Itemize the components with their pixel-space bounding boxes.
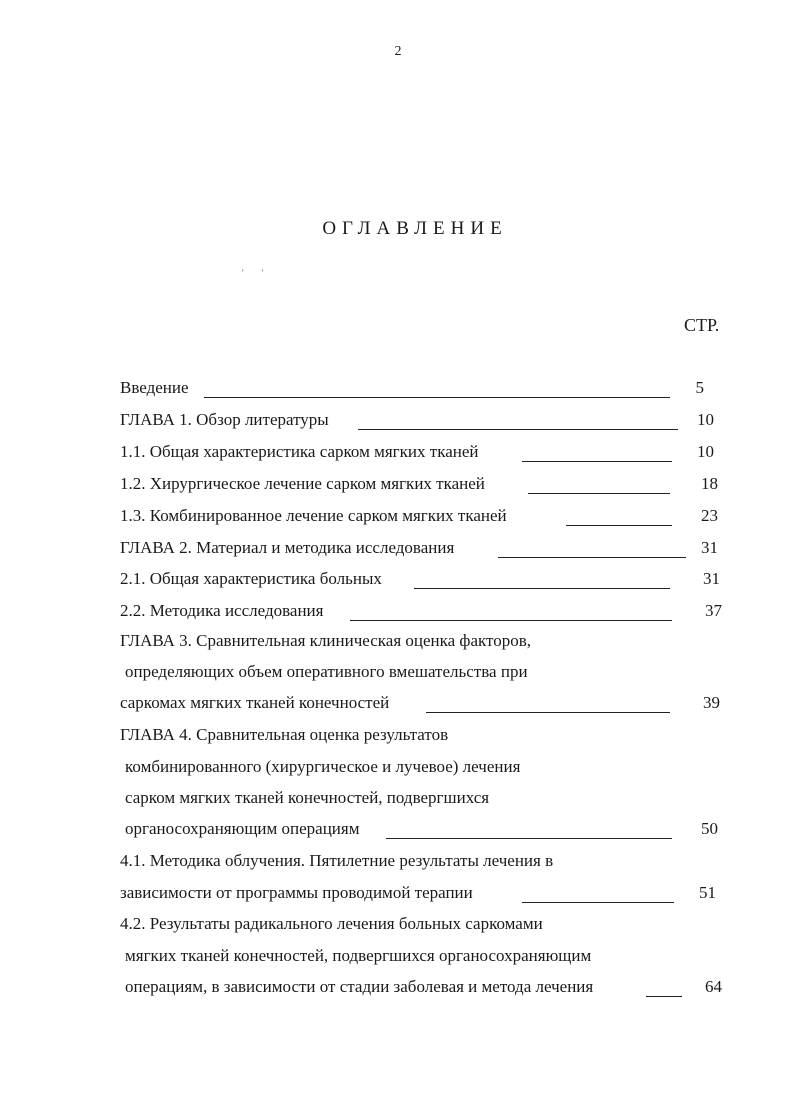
scan-marks: ' ' (242, 268, 272, 278)
leader-line (566, 525, 672, 526)
leader-line (414, 588, 670, 589)
leader-line (204, 397, 670, 398)
toc-entry-4-1: 4.1. Методика облучения. Пятилетние результаты лечения в (120, 851, 554, 870)
toc-entry-4-2-cont: операциям, в зависимости от стадии заболевая и метода лечения (125, 977, 594, 996)
toc-page-number: 18 (701, 474, 718, 493)
toc-entry-chapter-3: ГЛАВА 3. Сравнительная клиническая оценка факторов, (120, 631, 532, 650)
leader-line (522, 461, 672, 462)
leader-line (386, 838, 672, 839)
toc-entry-1-2: 1.2. Хирургическое лечение сарком мягких тканей (120, 474, 485, 493)
leader-line (426, 712, 670, 713)
toc-entry-chapter-4-cont: сарком мягких тканей конечностей, подвергшихся (125, 788, 490, 807)
toc-page-number: 31 (703, 569, 720, 588)
leader-line (528, 493, 670, 494)
toc-page-number: 51 (699, 883, 716, 902)
toc-page-number: 50 (701, 819, 718, 838)
toc-page-number: 64 (705, 977, 722, 996)
leader-line (358, 429, 678, 430)
toc-page-number: 31 (701, 538, 718, 557)
leader-line (522, 902, 674, 903)
leader-line (498, 557, 686, 558)
toc-entry-1-1: 1.1. Общая характеристика сарком мягких тканей (120, 442, 479, 461)
toc-entry-introduction: Введение (120, 378, 189, 397)
toc-entry-chapter-3-cont: определяющих объем оперативного вмешательства при (125, 662, 528, 681)
toc-page-number: 5 (695, 378, 704, 397)
toc-entry-4-2-cont: мягких тканей конечностей, подвергшихся органосохраняющим (125, 946, 592, 965)
toc-entry-chapter-4-cont: органосохраняющим операциям (125, 819, 360, 838)
page-column-label: СТР. (684, 315, 720, 335)
toc-entry-4-2: 4.2. Результаты радикального лечения больных саркомами (120, 914, 543, 933)
toc-entry-chapter-2: ГЛАВА 2. Материал и методика исследования (120, 538, 455, 557)
toc-page-number: 39 (703, 693, 720, 712)
toc-entry-1-3: 1.3. Комбинированное лечение сарком мягких тканей (120, 506, 507, 525)
leader-line (646, 996, 682, 997)
page-number: 2 (394, 44, 402, 59)
toc-entry-2-2: 2.2. Методика исследования (120, 601, 324, 620)
toc-entry-chapter-4-cont: комбинированного (хирургическое и лучевое) лечения (125, 757, 521, 776)
toc-entry-chapter-3-cont: саркомах мягких тканей конечностей (120, 693, 390, 712)
toc-page-number: 37 (705, 601, 722, 620)
toc-entry-2-1: 2.1. Общая характеристика больных (120, 569, 382, 588)
toc-entry-chapter-1: ГЛАВА 1. Обзор литературы (120, 410, 329, 429)
toc-page-number: 23 (701, 506, 718, 525)
page-title: ОГЛАВЛЕНИЕ (322, 218, 508, 239)
toc-page-number: 10 (697, 410, 714, 429)
leader-line (350, 620, 672, 621)
toc-entry-4-1-cont: зависимости от программы проводимой терапии (120, 883, 473, 902)
toc-page-number: 10 (697, 442, 714, 461)
toc-entry-chapter-4: ГЛАВА 4. Сравнительная оценка результатов (120, 725, 449, 744)
